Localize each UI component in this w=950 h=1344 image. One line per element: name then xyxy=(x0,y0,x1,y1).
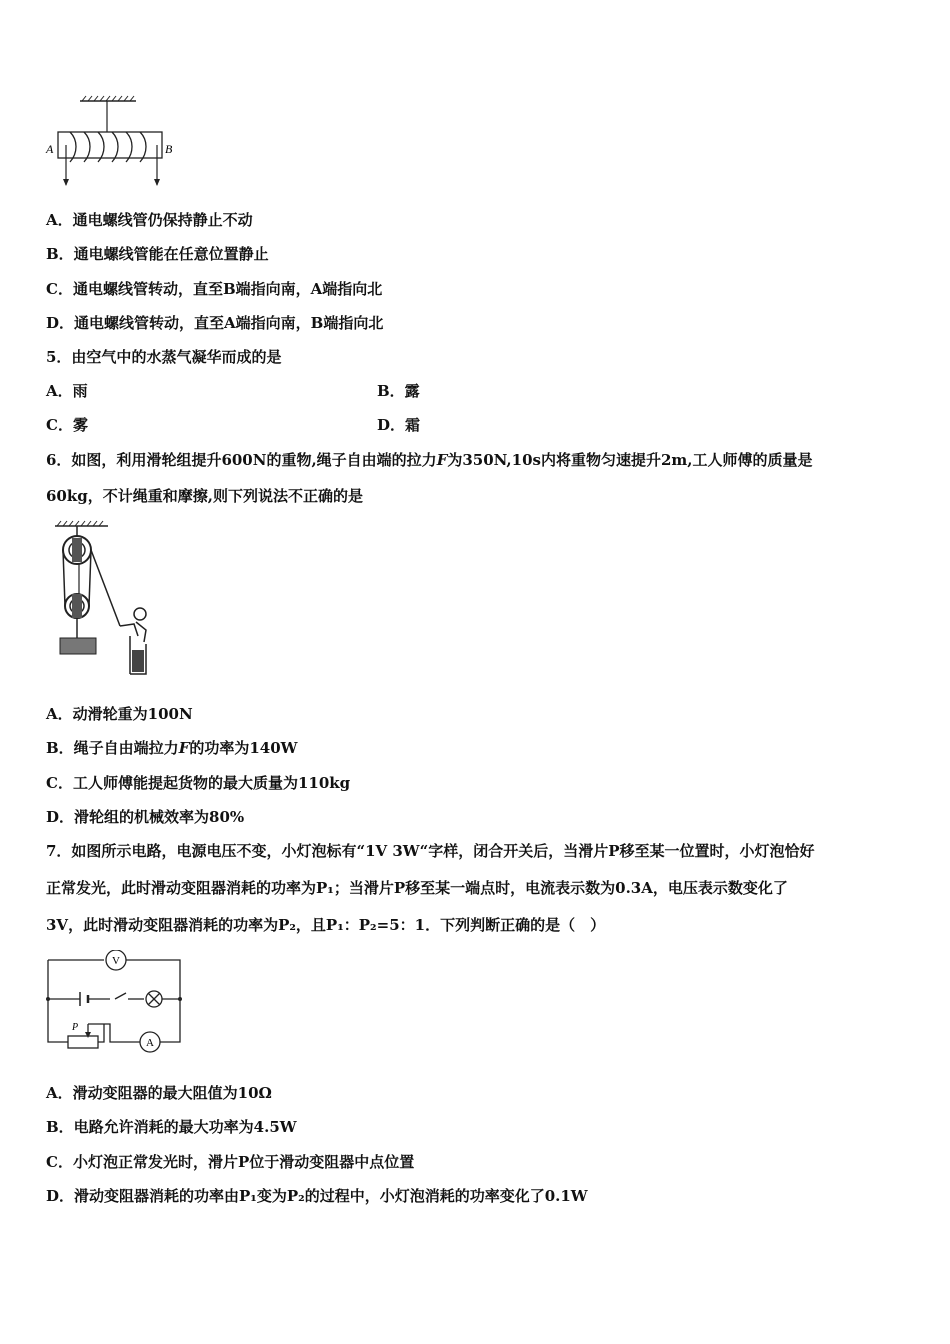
q5-stem: 5．由空气中的水蒸气凝华而成的是 xyxy=(46,348,282,366)
q7-option-a: A．滑动变阻器的最大阻值为10Ω xyxy=(46,1084,272,1102)
ammeter-label: A xyxy=(146,1037,154,1049)
label-b: B xyxy=(165,142,173,156)
q4-option-b: B．通电螺线管能在任意位置静止 xyxy=(46,245,269,263)
slider-label: P xyxy=(72,1022,79,1033)
q6-stem-line2: 60kg，不计绳重和摩擦,则下列说法不正确的是 xyxy=(46,487,363,505)
q7-stem-line2: 正常发光，此时滑动变阻器消耗的功率为P₁；当滑片P移至某一端点时，电流表示数为0.3A，电压表示数变化了 xyxy=(46,879,788,897)
q5-option-d: D．霜 xyxy=(377,416,421,434)
q4-option-a: A．通电螺线管仍保持静止不动 xyxy=(46,211,253,229)
voltmeter-label: V xyxy=(112,955,120,967)
q5-option-a: A．雨 xyxy=(46,382,88,400)
q6-option-d: D．滑轮组的机械效率为80% xyxy=(46,808,245,826)
q7-stem-line3: 3V，此时滑动变阻器消耗的功率为P₂，且P₁：P₂=5：1．下列判断正确的是（ ） xyxy=(46,916,606,934)
q7-option-c: C．小灯泡正常发光时，滑片P位于滑动变阻器中点位置 xyxy=(46,1153,415,1171)
q6-option-a: A．动滑轮重为100N xyxy=(46,705,193,723)
q7-option-d: D．滑动变阻器消耗的功率由P₁变为P₂的过程中，小灯泡消耗的功率变化了0.1W xyxy=(46,1187,588,1205)
q4-option-c: C．通电螺线管转动，直至B端指向南，A端指向北 xyxy=(46,280,383,298)
q4-option-d: D．通电螺线管转动，直至A端指向南，B端指向北 xyxy=(46,314,384,332)
label-a: A xyxy=(46,142,54,156)
pulley-figure xyxy=(50,518,170,678)
circuit-figure xyxy=(44,950,194,1058)
q6-option-c: C．工人师傅能提起货物的最大质量为110kg xyxy=(46,774,351,792)
solenoid-figure xyxy=(40,95,190,195)
q7-stem-line1: 7．如图所示电路，电源电压不变，小灯泡标有“1V 3W“字样，闭合开关后，当滑片P移至某一位置时，小灯泡恰好 xyxy=(46,842,815,860)
q5-option-c: C．雾 xyxy=(46,416,88,434)
q7-option-b: B．电路允许消耗的最大功率为4.5W xyxy=(46,1118,297,1136)
q5-option-b: B．露 xyxy=(377,382,420,400)
q6-option-b: B．绳子自由端拉力F的功率为140W xyxy=(46,739,298,757)
q6-stem-line1: 6．如图，利用滑轮组提升600N的重物,绳子自由端的拉力F为350N,10s内将重物匀速提升2m,工人师傅的质量是 xyxy=(46,451,813,469)
